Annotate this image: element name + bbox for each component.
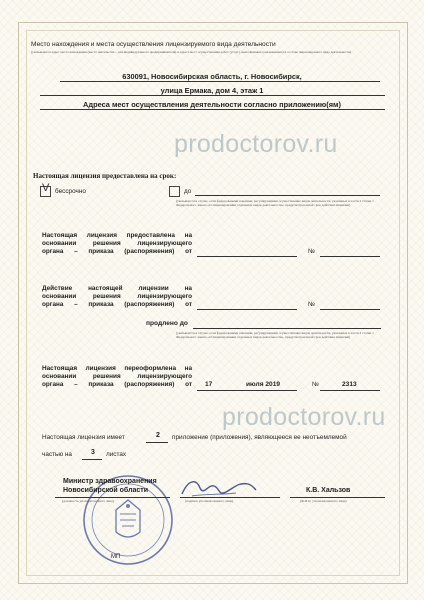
watermark-top: prodoctorov.ru: [174, 130, 338, 158]
until-note: (указывается в случае, если федеральными законами, регулирующими осуществление видов деятельности, указанных в части 4 статьи 1 Федерального закона «О лицензировании отдельных видов деятельности», предусмотрен иной срок действия лицензии): [176, 199, 374, 208]
reissued-number: 2313: [342, 381, 357, 388]
appendix-line2-suffix: листах: [106, 451, 127, 458]
appendix-count-underline: [146, 442, 168, 443]
official-stamp: [78, 470, 178, 575]
appendix-middle: приложение (приложения), являющееся ее неотъемлемой: [172, 434, 347, 441]
reissued-date-underline: [197, 390, 297, 391]
granted-number-label: №: [308, 248, 315, 255]
appendix-line2-prefix: частью на: [42, 451, 72, 458]
signature-note: (подпись уполномоченного лица): [185, 499, 234, 503]
name-underline: [290, 497, 385, 498]
header-note: (указываются адрес места нахождения (место жительства – для индивидуального предпринимателя) и адреса мест осуществления работ (услуг), выполняемых (оказываемых) в составе лицензируемого вида деятельности): [31, 50, 352, 54]
signer-position-line-2: Новосибирской области: [63, 487, 149, 494]
appendix-pages-underline: [82, 459, 102, 460]
until-underline: [195, 195, 380, 196]
signer-position-line-1: Министр здравоохранения: [63, 478, 157, 485]
reissued-line-3: органа – приказа (распоряжения) от: [42, 381, 192, 388]
appendix-prefix: Настоящая лицензия имеет: [42, 434, 125, 441]
address-line-1: 630091, Новосибирская область, г. Новосибирск,: [122, 72, 302, 81]
stamp-label: МП: [111, 554, 121, 560]
appendix-count: 2: [156, 432, 160, 439]
checkbox-indefinite-mark: V: [42, 182, 50, 194]
extended-note: (указывается в случае, если федеральными законами, регулирующими осуществление видов деятельности, указанных в части 4 статьи 1 Федерального закона «О лицензировании отдельных видов деятельности», предусмотрен иной срок действия лицензии): [176, 331, 374, 340]
granted-number-underline: [320, 256, 380, 257]
granted-line-3: органа – приказа (распоряжения) от: [42, 248, 192, 255]
checkbox-until: [169, 186, 180, 197]
reissued-month-year: июля 2019: [246, 381, 281, 388]
extended-until-underline: [193, 328, 381, 329]
position-note: (должность уполномоченного лица): [62, 499, 114, 503]
extended-date-underline: [197, 309, 297, 310]
name-note: (Ф.И.О. уполномоченного лица): [300, 499, 347, 503]
option-indefinite-label: бессрочно: [55, 188, 86, 195]
granted-line-2: основании решения лицензирующего: [42, 240, 192, 247]
appendix-pages: 3: [91, 449, 95, 456]
option-until-label: до: [184, 188, 192, 195]
extended-line-2: основании решения лицензирующего: [42, 293, 192, 300]
reissued-day: 17: [205, 381, 213, 388]
address-underline-3: [40, 109, 385, 110]
extended-until-label: продлено до: [146, 320, 188, 327]
address-underline-1: [60, 81, 380, 82]
signer-name: К.В. Хальзов: [306, 487, 351, 494]
reissued-line-1: Настоящая лицензия переоформлена на: [42, 365, 192, 372]
signature-underline: [180, 497, 280, 498]
watermark-bottom: prodoctorov.ru: [222, 403, 386, 431]
reissued-number-underline: [320, 390, 380, 391]
granted-date-underline: [197, 256, 297, 257]
extended-number-underline: [320, 309, 380, 310]
position-underline: [55, 497, 170, 498]
reissued-number-label: №: [312, 381, 319, 388]
address-underline-2: [40, 95, 385, 96]
address-line-3: Адреса мест осуществления деятельности согласно приложению(ям): [83, 100, 341, 109]
header-title: Место нахождения и места осуществления лицензируемого вида деятельности: [31, 41, 276, 48]
extended-line-1: Действие настоящей лицензии на: [42, 285, 192, 292]
extended-number-label: №: [308, 301, 315, 308]
granted-line-1: Настоящая лицензия предоставлена на: [42, 232, 192, 239]
extended-line-3: органа – приказа (распоряжения) от: [42, 301, 192, 308]
reissued-line-2: основании решения лицензирующего: [42, 373, 192, 380]
address-line-2: улица Ермака, дом 4, этаж 1: [160, 86, 264, 95]
term-title: Настоящая лицензия предоставлена на срок:: [33, 172, 177, 180]
